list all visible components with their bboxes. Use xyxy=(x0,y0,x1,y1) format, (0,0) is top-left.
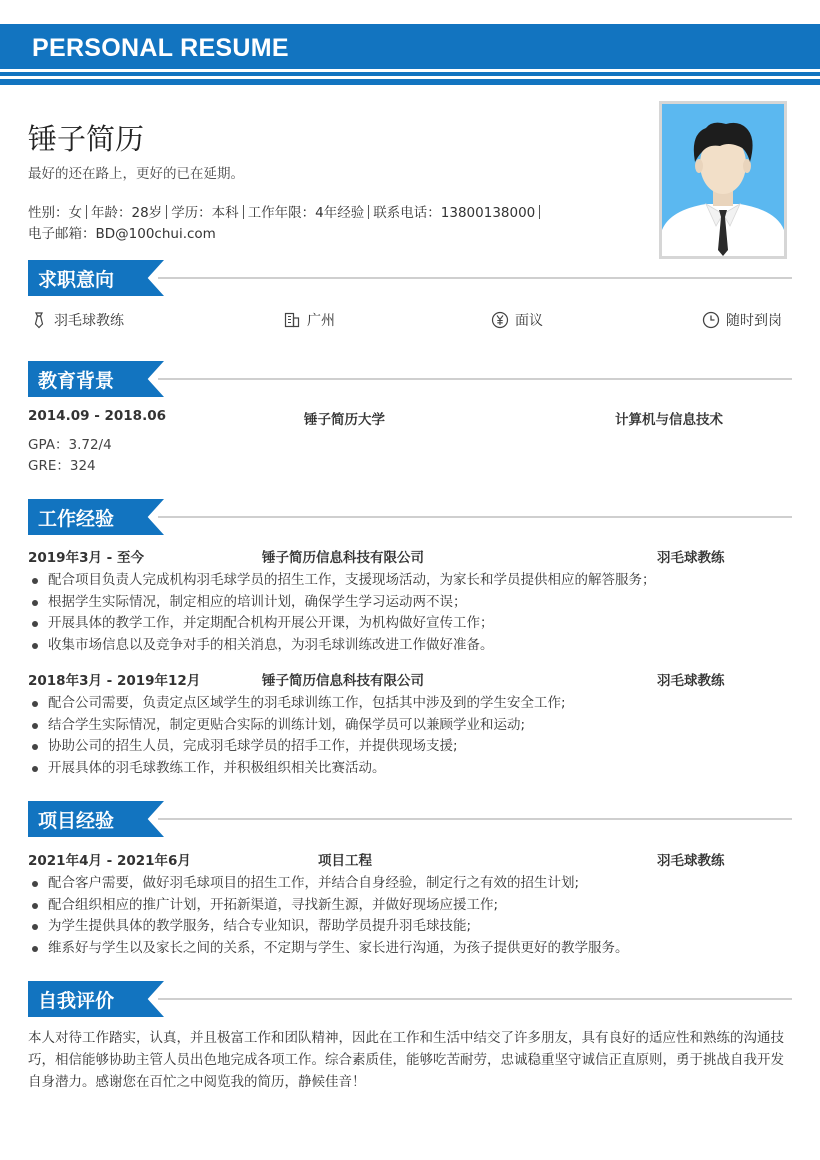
intent-salary xyxy=(491,310,543,330)
list-item: 配合公司需要，负责定点区域学生的羽毛球训练工作，包括其中涉及到的学生安全工作; xyxy=(30,693,790,715)
list-item: 维系好与学生以及家长之间的关系，不定期与学生、家长进行沟通，为孩子提供更好的教学服务。 xyxy=(30,938,790,960)
section-title: 教育背景 xyxy=(38,370,115,392)
section-title: 工作经验 xyxy=(38,508,115,530)
work-company: 锤子简历信息科技有限公司 xyxy=(262,673,424,689)
list-item: 协助公司的招生人员，完成羽毛球学员的招手工作，并提供现场支援; xyxy=(30,736,790,758)
list-item: 开展具体的羽毛球教练工作，并积极组织相关比赛活动。 xyxy=(30,758,790,780)
project-duties xyxy=(30,873,790,959)
project-name: 项目工程 xyxy=(318,853,372,869)
section-header-work xyxy=(28,499,792,535)
intent-availability-text: 随时到岗 xyxy=(726,313,782,329)
section-title: 求职意向 xyxy=(38,269,115,291)
section-header-self xyxy=(28,981,792,1017)
section-divider xyxy=(158,818,792,820)
section-divider xyxy=(158,378,792,380)
list-item: 结合学生实际情况，制定更贴合实际的训练计划，确保学员可以兼顾学业和运动; xyxy=(30,715,790,737)
intent-position xyxy=(30,310,124,330)
work-title: 羽毛球教练 xyxy=(657,550,725,566)
work-title: 羽毛球教练 xyxy=(657,673,725,689)
project-period: 2021年4月 - 2021年6月 xyxy=(28,853,191,869)
header-banner xyxy=(0,24,820,69)
building-icon xyxy=(283,311,301,329)
avatar-illustration xyxy=(662,104,784,256)
list-item: 为学生提供具体的教学服务，结合专业知识，帮助学员提升羽毛球技能; xyxy=(30,916,790,938)
section-header-intention xyxy=(28,260,792,296)
intent-city xyxy=(283,310,335,330)
work-period: 2018年3月 - 2019年12月 xyxy=(28,673,201,689)
motto: 最好的还在路上，更好的已在延期。 xyxy=(28,166,244,182)
work-company: 锤子简历信息科技有限公司 xyxy=(262,550,424,566)
education-major: 计算机与信息技术 xyxy=(615,412,723,428)
yen-icon xyxy=(491,311,509,329)
list-item: 配合项目负责人完成机构羽毛球学员的招生工作，支援现场活动，为家长和学员提供相应的解答服务； xyxy=(30,570,790,592)
work-duties xyxy=(30,570,790,656)
section-divider xyxy=(158,998,792,1000)
profile-photo xyxy=(659,101,787,259)
education-period: 2014.09 - 2018.06 xyxy=(28,408,166,424)
banner-divider xyxy=(0,72,820,76)
intent-city-text: 广州 xyxy=(307,313,335,329)
info-education: 学历：本科 xyxy=(171,205,239,221)
work-duties xyxy=(30,693,790,779)
info-phone: 联系电话：13800138000 xyxy=(373,205,536,221)
section-header-project xyxy=(28,801,792,837)
section-divider xyxy=(158,516,792,518)
education-gpa: GPA：3.72/4 xyxy=(28,437,112,453)
section-title: 自我评价 xyxy=(38,990,115,1012)
list-item: 开展具体的教学工作，并定期配合机构开展公开课，为机构做好宣传工作； xyxy=(30,613,790,635)
list-item: 配合客户需要，做好羽毛球项目的招生工作，并结合自身经验，制定行之有效的招生计划; xyxy=(30,873,790,895)
basic-info xyxy=(28,201,544,221)
info-email: 电子邮箱：BD@100chui.com xyxy=(28,226,216,242)
section-divider xyxy=(158,277,792,279)
education-gre: GRE：324 xyxy=(28,458,96,474)
intent-salary-text: 面议 xyxy=(515,313,543,329)
banner-title: PERSONAL RESUME xyxy=(32,34,289,62)
list-item: 根据学生实际情况，制定相应的培训计划，确保学生学习运动两不误； xyxy=(30,592,790,614)
self-evaluation-text: 本人对待工作踏实，认真，并且极富工作和团队精神，因此在工作和生活中结交了许多朋友，具有良好的适应性和熟练的沟通技巧，相信能够协助主管人员出色地完成各项工作。综合素质佳，能够吃苦耐劳，忠诚稳重坚守诚信正直原则，勇于挑战自我开发自身潜力。感谢您在百忙之中阅览我的简历，静候佳音！ xyxy=(28,1030,784,1090)
candidate-name: 锤子简历 xyxy=(28,122,145,156)
info-experience: 工作年限：4年经验 xyxy=(247,205,365,221)
info-age: 年龄：28岁 xyxy=(91,205,163,221)
section-header-education xyxy=(28,361,792,397)
banner-divider xyxy=(0,79,820,85)
clock-icon xyxy=(702,311,720,329)
work-period: 2019年3月 - 至今 xyxy=(28,550,144,566)
list-item: 配合组织相应的推广计划，开拓新渠道，寻找新生源，并做好现场应援工作; xyxy=(30,895,790,917)
intent-availability xyxy=(702,310,782,330)
section-title: 项目经验 xyxy=(38,810,115,832)
intent-position-text: 羽毛球教练 xyxy=(54,313,124,329)
tie-icon xyxy=(30,311,48,329)
list-item: 收集市场信息以及竞争对手的相关消息，为羽毛球训练改进工作做好准备。 xyxy=(30,635,790,657)
project-role: 羽毛球教练 xyxy=(657,853,725,869)
education-school: 锤子简历大学 xyxy=(304,412,385,428)
info-gender: 性别：女 xyxy=(28,205,82,221)
